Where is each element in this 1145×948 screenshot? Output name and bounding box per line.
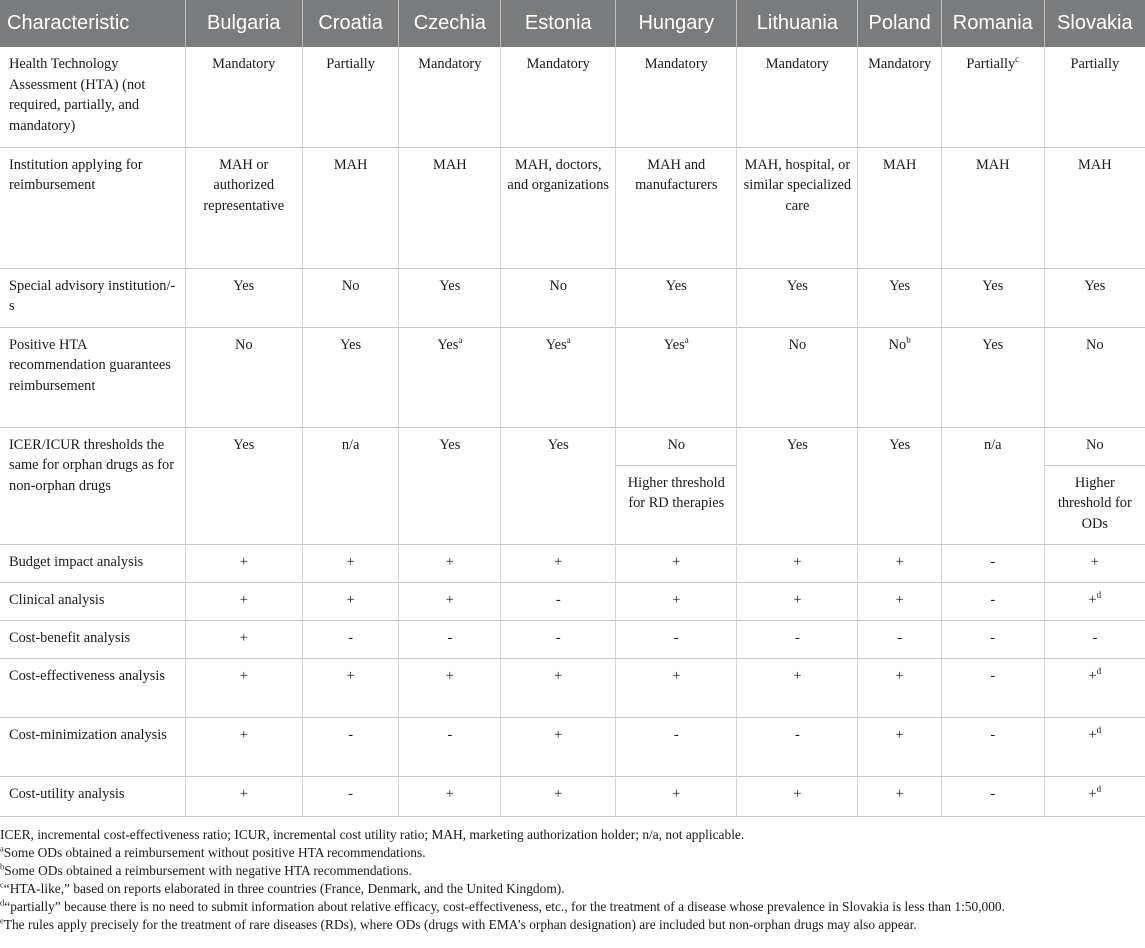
table-row <box>0 620 1145 658</box>
table-cell: + <box>399 544 501 582</box>
table-row <box>0 147 1145 268</box>
footnote-a <box>0 844 1145 862</box>
table-cell <box>1044 776 1145 816</box>
table-cell: Yes <box>302 327 399 427</box>
footnote-mark: d <box>0 897 5 908</box>
table-cell: MAH <box>399 147 501 268</box>
footnote-mark: d <box>1096 589 1102 600</box>
table-cell: + <box>399 776 501 816</box>
header-romania: Romania <box>941 0 1044 47</box>
table-footnotes <box>0 826 1145 934</box>
row-label: Health Technology Assessment (HTA) (not required, partially, and mandatory) <box>0 47 185 147</box>
footnote-abbreviations: ICER, incremental cost-effectiveness ratio; ICUR, incremental cost utility ratio; MAH, marketing authorization holder; n/a, not applicable. <box>0 827 745 842</box>
table-cell <box>1044 717 1145 776</box>
table-cell: + <box>1044 544 1145 582</box>
footnote-text: Some ODs obtained a reimbursement without positive HTA recommendations. <box>3 845 426 860</box>
table-cell: + <box>185 658 302 717</box>
footnote-mark: a <box>566 334 571 345</box>
table-row <box>0 776 1145 816</box>
table-cell: - <box>737 620 858 658</box>
table-cell: - <box>399 620 501 658</box>
table-cell: + <box>858 544 941 582</box>
table-cell: - <box>941 544 1044 582</box>
table-cell: Yes <box>399 268 501 327</box>
row-label: Cost-utility analysis <box>0 776 185 816</box>
footnote-mark: a <box>0 843 4 854</box>
table-cell: No <box>616 427 737 465</box>
table-cell: Yes <box>858 427 941 544</box>
table-cell: - <box>858 620 941 658</box>
table-header <box>0 0 1145 47</box>
footnote-text: Some ODs obtained a reimbursement with negative HTA recommendations. <box>4 863 412 878</box>
row-label: Clinical analysis <box>0 582 185 620</box>
table-cell: No <box>1044 427 1145 465</box>
table-cell: + <box>399 658 501 717</box>
footnote-mark: c <box>1015 54 1020 65</box>
table-cell: MAH <box>941 147 1044 268</box>
table-cell: + <box>501 717 616 776</box>
table-cell: + <box>858 582 941 620</box>
header-bulgaria: Bulgaria <box>185 0 302 47</box>
table-cell: Yes <box>185 427 302 544</box>
table-cell: No <box>185 327 302 427</box>
footnote-mark: d <box>1096 665 1102 676</box>
row-label: Special advisory institution/-s <box>0 268 185 327</box>
table-cell: + <box>858 776 941 816</box>
row-label: ICER/ICUR thresholds the same for orphan drugs as for non-orphan drugs <box>0 427 185 544</box>
table-cell: + <box>399 582 501 620</box>
table-cell <box>1044 658 1145 717</box>
table-cell: MAH <box>302 147 399 268</box>
footnote-mark: b <box>906 334 911 345</box>
table-cell: - <box>399 717 501 776</box>
table-cell: MAH, hospital, or similar specialized care <box>737 147 858 268</box>
table-cell: Yes <box>616 268 737 327</box>
footnote-text: “partially” because there is no need to submit information about relative efficacy, cost-effectiveness, etc., for the treatment of a disease whose prevalence in Slovakia is less than 1:50,000. <box>4 899 1005 914</box>
table-cell <box>399 327 501 427</box>
table-row <box>0 658 1145 717</box>
table-cell: + <box>185 717 302 776</box>
table-cell: + <box>737 582 858 620</box>
cell-value: Yes <box>545 336 567 353</box>
row-label: Cost-minimization analysis <box>0 717 185 776</box>
footnote-e <box>0 916 1145 934</box>
cell-value: Yes <box>437 336 459 353</box>
table-cell: - <box>501 582 616 620</box>
table-cell: + <box>185 544 302 582</box>
table-cell: + <box>616 776 737 816</box>
table-cell: Mandatory <box>737 47 858 147</box>
table-cell: No <box>302 268 399 327</box>
table-cell: - <box>1044 620 1145 658</box>
table-cell: Yes <box>185 268 302 327</box>
header-poland: Poland <box>858 0 941 47</box>
table-cell: MAH <box>858 147 941 268</box>
table-cell: + <box>501 658 616 717</box>
table-cell: - <box>941 717 1044 776</box>
table-cell: + <box>616 658 737 717</box>
footnote-mark: d <box>1096 724 1102 735</box>
footnote-mark: a <box>684 334 689 345</box>
footnote-text: The rules apply precisely for the treatment of rare diseases (RDs), where ODs (drugs with EMA’s orphan designation) are included but non-orphan drugs may also appear. <box>3 917 917 932</box>
footnote-mark: d <box>1096 783 1102 794</box>
table-cell: No <box>1044 327 1145 427</box>
table-cell: Yes <box>737 427 858 544</box>
footnote-b <box>0 862 1145 880</box>
table-row <box>0 268 1145 327</box>
table-cell: Yes <box>1044 268 1145 327</box>
table-cell: + <box>858 717 941 776</box>
table-cell: Yes <box>858 268 941 327</box>
table-cell: - <box>302 776 399 816</box>
cell-value: Yes <box>663 336 685 353</box>
table-cell: - <box>616 717 737 776</box>
header-characteristic: Characteristic <box>0 0 185 47</box>
table-cell: + <box>737 776 858 816</box>
table-body <box>0 47 1145 816</box>
table-cell: + <box>302 582 399 620</box>
table-cell: Yes <box>737 268 858 327</box>
table-cell: + <box>858 658 941 717</box>
table-row <box>0 47 1145 147</box>
row-label: Cost-benefit analysis <box>0 620 185 658</box>
cell-value: Partially <box>966 56 1016 72</box>
table-row <box>0 717 1145 776</box>
table-cell: Yes <box>941 268 1044 327</box>
row-label: Institution applying for reimbursement <box>0 147 185 268</box>
header-hungary: Hungary <box>616 0 737 47</box>
table-cell <box>941 47 1044 147</box>
header-czechia: Czechia <box>399 0 501 47</box>
table-cell: - <box>616 620 737 658</box>
table-cell: Higher threshold for ODs <box>1044 465 1145 544</box>
table-cell: + <box>302 544 399 582</box>
table-cell: No <box>737 327 858 427</box>
footnote-mark: e <box>0 915 4 926</box>
footnote-mark: b <box>0 861 5 872</box>
table-cell: MAH <box>1044 147 1145 268</box>
table-cell: Higher threshold for RD therapies <box>616 465 737 544</box>
table-cell: Yes <box>501 427 616 544</box>
table-cell: - <box>737 717 858 776</box>
table-cell <box>616 327 737 427</box>
table-row <box>0 544 1145 582</box>
footnote-d <box>0 898 1145 916</box>
table-cell: MAH or authorized representative <box>185 147 302 268</box>
table-cell: - <box>501 620 616 658</box>
table-cell: + <box>185 620 302 658</box>
footnote-text: “HTA-like,” based on reports elaborated in three countries (France, Denmark, and the United Kingdom). <box>3 881 565 896</box>
table-cell: Yes <box>941 327 1044 427</box>
table-cell: - <box>941 582 1044 620</box>
table-cell: + <box>185 582 302 620</box>
table-cell: Mandatory <box>399 47 501 147</box>
table-cell: + <box>737 658 858 717</box>
header-slovakia: Slovakia <box>1044 0 1145 47</box>
cell-value: + <box>1088 785 1097 802</box>
header-lithuania: Lithuania <box>737 0 858 47</box>
table-cell: Partially <box>302 47 399 147</box>
footnote-c <box>0 880 1145 898</box>
table-cell: + <box>616 544 737 582</box>
table-cell: n/a <box>302 427 399 544</box>
table-row <box>0 427 1145 465</box>
footnote-mark: a <box>458 334 463 345</box>
cell-value: No <box>888 336 907 353</box>
table-cell: - <box>941 620 1044 658</box>
table-cell <box>1044 582 1145 620</box>
table-cell: Mandatory <box>501 47 616 147</box>
table-cell: No <box>501 268 616 327</box>
table-cell <box>858 327 941 427</box>
table-cell: + <box>616 582 737 620</box>
cell-value: + <box>1088 667 1097 684</box>
row-label: Cost-effectiveness analysis <box>0 658 185 717</box>
table-cell: - <box>941 776 1044 816</box>
table-cell: - <box>302 717 399 776</box>
table-cell: - <box>941 658 1044 717</box>
table-cell: Mandatory <box>185 47 302 147</box>
header-croatia: Croatia <box>302 0 399 47</box>
row-label: Budget impact analysis <box>0 544 185 582</box>
header-row <box>0 0 1145 47</box>
table-cell: + <box>302 658 399 717</box>
table-cell: MAH, doctors, and organizations <box>501 147 616 268</box>
table-cell: + <box>501 544 616 582</box>
table-cell: + <box>501 776 616 816</box>
cell-value: + <box>1088 726 1097 743</box>
footnote-mark: c <box>0 879 4 890</box>
table-cell: - <box>302 620 399 658</box>
table-cell: Partially <box>1044 47 1145 147</box>
table-cell: MAH and manufacturers <box>616 147 737 268</box>
table-cell <box>501 327 616 427</box>
table-row <box>0 327 1145 427</box>
cell-value: + <box>1088 591 1097 608</box>
row-label: Positive HTA recommendation guarantees reimbursement <box>0 327 185 427</box>
table-cell: Yes <box>399 427 501 544</box>
table-cell: + <box>185 776 302 816</box>
table-cell: n/a <box>941 427 1044 544</box>
table-cell: Mandatory <box>858 47 941 147</box>
header-estonia: Estonia <box>501 0 616 47</box>
table-cell: Mandatory <box>616 47 737 147</box>
table-row <box>0 582 1145 620</box>
table-cell: + <box>737 544 858 582</box>
